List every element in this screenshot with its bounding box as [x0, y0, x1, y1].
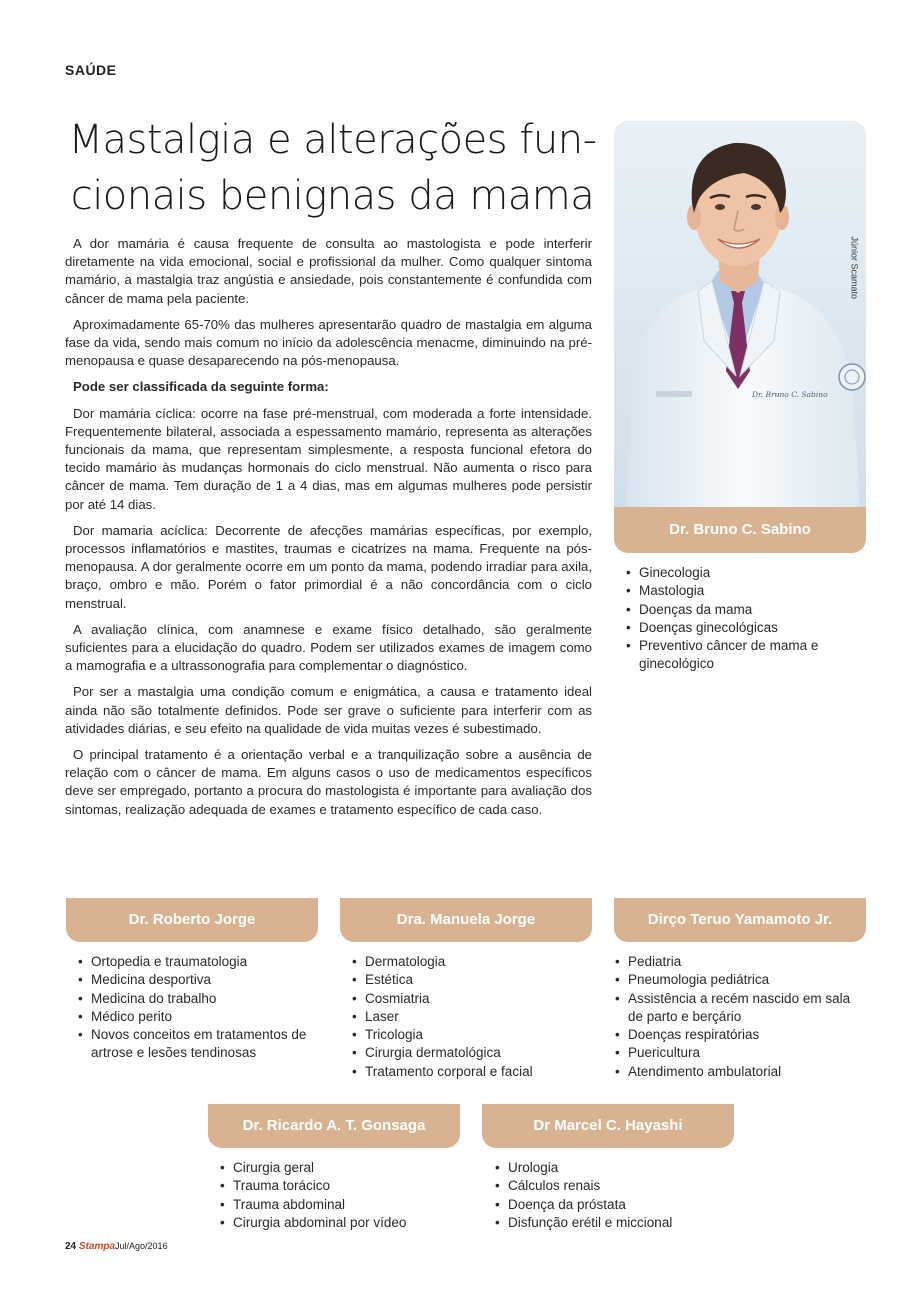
list-item: • Mastologia	[624, 582, 869, 600]
doctor-specialties	[218, 1159, 463, 1232]
section-label: SAÚDE	[65, 62, 117, 78]
paragraph: Dor mamaria acíclica: Decorrente de afecções mamárias específicas, por exemplo, processos inflamatórios e mastites, traumas e cicatrizes na mama. Frequente na pós- menopausa. A dor geralmente ocorre em um ponto da mama, podendo irradiar para axila, braço, ombro e mão. Porém o fator primordial é a não concordância com o ciclo menstrual.	[65, 522, 592, 611]
list-item: • Ginecologia	[624, 564, 869, 582]
list-item: • Médico perito	[76, 1008, 321, 1026]
list-item: • Trauma torácico	[218, 1177, 463, 1195]
photo-credit: Júnior Scamato	[850, 236, 860, 299]
paragraph-subhead: Pode ser classificada da seguinte forma:	[73, 379, 329, 395]
list-item: • Pneumologia pediátrica	[613, 971, 868, 989]
doctor-name-box: Dr. Roberto Jorge	[66, 898, 318, 942]
list-item: • Atendimento ambulatorial	[613, 1063, 868, 1081]
doctor-name-box: Dr. Ricardo A. T. Gonsaga	[208, 1104, 460, 1148]
paragraph: O principal tratamento é a orientação verbal e a tranquilização sobre a ausência de relação com o câncer de mama. Em alguns casos o uso de medicamentos específicos deve ser empregado, portanto a procura do mastologista é importante para avaliação dos sintomas, realização adequada de exames e tratamento específico de cada caso.	[65, 747, 592, 817]
paragraph: Por ser a mastalgia uma condição comum e enigmática, a causa e tratamento ideal ainda não são totalmente definidos. Pode ser grave o suficiente para interferir com as atividades diárias, e seu efeito na qualidade de vida muitas vezes é subestimado.	[65, 684, 592, 736]
featured-doctor-name: Dr. Bruno C. Sabino	[669, 521, 811, 538]
doctor-specialties	[613, 953, 868, 1081]
list-item: • Doenças da mama	[624, 601, 869, 619]
featured-doctor-card	[614, 121, 866, 553]
title-line-1: Mastalgia e alterações fun-	[68, 117, 597, 163]
list-item: • Estética	[350, 971, 595, 989]
list-item: • Dermatologia	[350, 953, 595, 971]
issue-date: Jul/Ago/2016	[115, 1241, 168, 1251]
page-footer	[65, 1241, 168, 1252]
list-item: • Cosmiatria	[350, 990, 595, 1008]
title-line-2: cionais benignas da mama	[70, 173, 595, 219]
doctor-name-box: Dra. Manuela Jorge	[340, 898, 592, 942]
list-item: • Doenças respiratórias	[613, 1026, 868, 1044]
list-item: • Trauma abdominal	[218, 1196, 463, 1214]
list-item: • Tricologia	[350, 1026, 595, 1044]
paragraph: A avaliação clínica, com anamnese e exame físico detalhado, são geralmente suficientes para a elucidação do quadro. Podem ser utilizados exames de imagem como a mamografia e a ultrassonografia para complementar o diagnóstico.	[65, 621, 592, 674]
doctor-name-box: Dirço Teruo Yamamoto Jr.	[614, 898, 866, 942]
doctor-specialties	[350, 953, 595, 1081]
list-item: • Medicina do trabalho	[76, 990, 321, 1008]
list-item: • Cirurgia geral	[218, 1159, 463, 1177]
list-item: • Disfunção erétil e miccional	[493, 1214, 738, 1232]
paragraph: Aproximadamente 65-70% das mulheres apresentarão quadro de mastalgia em alguma fase da vida, sendo mais comum no início da adolescência menacme, diminuindo na pré-menopausa e quase desaparecendo na pós-menopausa.	[65, 316, 592, 369]
list-item: • Doenças ginecológicas	[624, 619, 869, 637]
article-title	[65, 112, 600, 224]
paragraph: A dor mamária é causa frequente de consulta ao mastologista e pode interferir diretamente na vida emocional, social e profissional da mulher. Como qualquer sintoma mamário, a mastalgia traz angústia e ansiedade, pois constantemente é confundida com câncer de mama pela paciente.	[65, 236, 592, 306]
paragraph: Dor mamária cíclica: ocorre na fase pré-menstrual, com moderada a forte intensidade. Frequentemente bilateral, associada a espessamento mamário, representa as alterações funcionais da mama, que representam simplesmente, a resposta funcional efetora do tecido mamário às mudanças hormonais do ciclo menstrual. Não aumenta o risco para câncer de mama. Tem duração de 1 a 4 dias, mas em algumas mulheres pode persistir por até 14 dias.	[65, 405, 592, 512]
list-item: • Cirurgia dermatológica	[350, 1044, 595, 1062]
list-item: • Assistência a recém nascido em sala de parto e berçário	[613, 990, 868, 1027]
coat-embroidery: Dr. Bruno C. Sabino	[752, 390, 828, 399]
article-body	[65, 235, 592, 827]
list-item: • Ortopedia e traumatologia	[76, 953, 321, 971]
list-item: • Medicina desportiva	[76, 971, 321, 989]
list-item: • Cirurgia abdominal por vídeo	[218, 1214, 463, 1232]
magazine-brand: Stampa	[78, 1241, 116, 1252]
list-item: • Novos conceitos em tratamentos de artrose e lesões tendinosas	[76, 1026, 321, 1063]
doctor-specialties	[493, 1159, 738, 1232]
list-item: • Doença da próstata	[493, 1196, 738, 1214]
list-item: • Tratamento corporal e facial	[350, 1063, 595, 1081]
featured-specialties	[624, 564, 869, 674]
list-item: • Preventivo câncer de mama e ginecológico	[624, 637, 869, 674]
list-item: • Cálculos renais	[493, 1177, 738, 1195]
list-item: • Pediatria	[613, 953, 868, 971]
page-number: 24	[65, 1241, 77, 1252]
list-item: • Puericultura	[613, 1044, 868, 1062]
doctor-specialties	[76, 953, 321, 1063]
list-item: • Laser	[350, 1008, 595, 1026]
list-item: • Urologia	[493, 1159, 738, 1177]
doctor-name-box: Dr Marcel C. Hayashi	[482, 1104, 734, 1148]
doctor-photo	[614, 121, 866, 507]
